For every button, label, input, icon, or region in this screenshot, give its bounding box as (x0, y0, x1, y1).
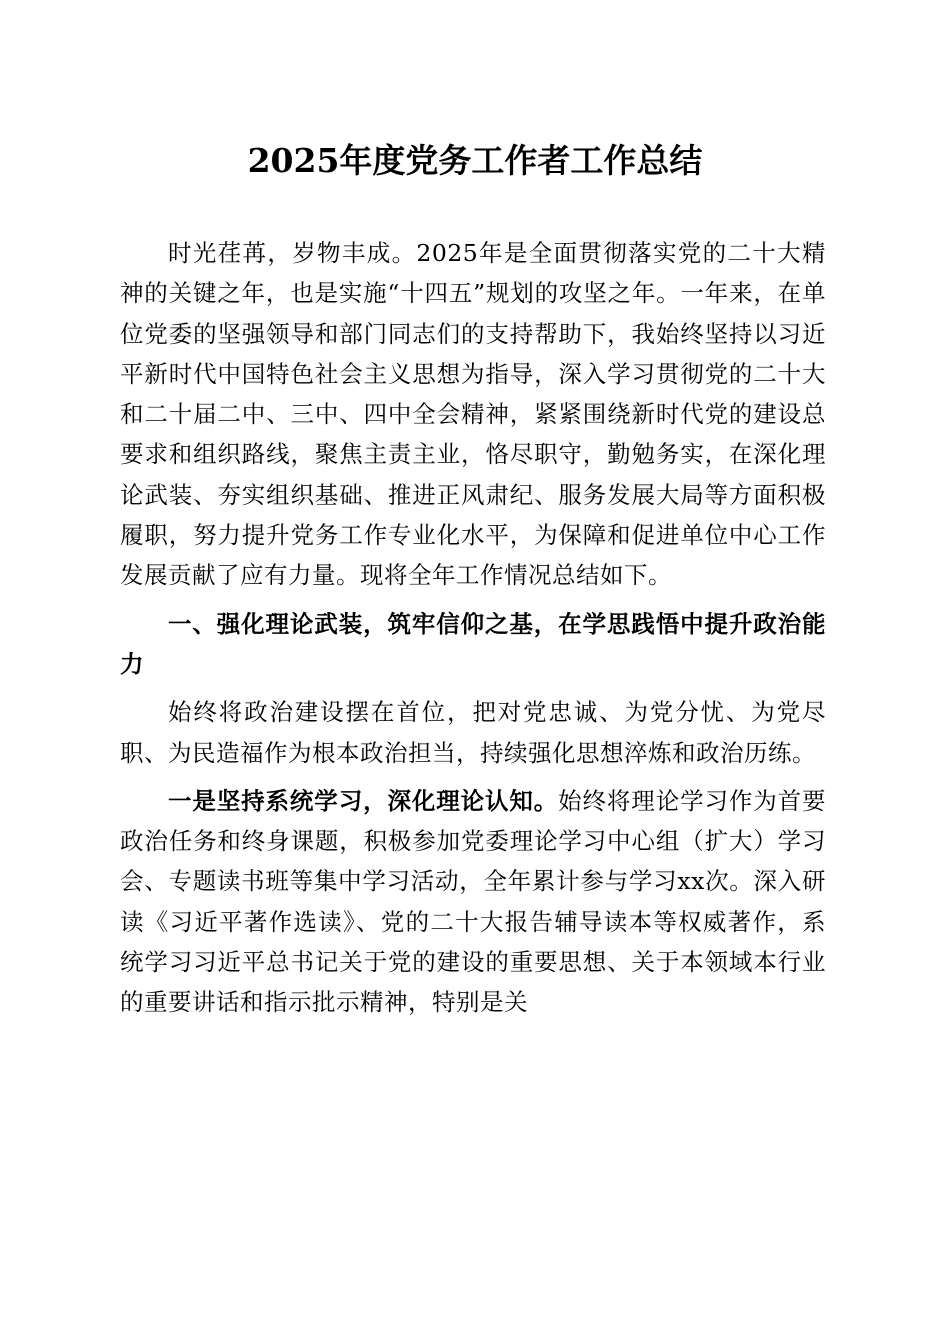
intro-paragraph: 时光荏苒，岁物丰成。2025年是全面贯彻落实党的二十大精神的关键之年，也是实施“十四五”规划的攻坚之年。一年来，在单位党委的坚强领导和部门同志们的支持帮助下，我始终坚持以习近平新时代中国特色社会主义思想为指导，深入学习贯彻党的二十大和二十届二中、三中、四中全会精神，紧紧围绕新时代党的建设总要求和组织路线，聚焦主责主业，恪尽职守，勤勉务实，在深化理论武装、夯实组织基础、推进正风肃纪、服务发展大局等方面积极履职，努力提升党务工作专业化水平，为保障和促进单位中心工作发展贡献了应有力量。现将全年工作情况总结如下。 (120, 239, 826, 590)
document-body (120, 233, 826, 1023)
section-1-heading: 一、强化理论武装，筑牢信仰之基，在学思践悟中提升政治能力 (120, 609, 826, 678)
section-1-point-1 (120, 781, 826, 1023)
point-1-lead: 一是坚持系统学习，深化理论认知。 (168, 786, 559, 815)
section-1-paragraph: 始终将政治建设摆在首位，把对党忠诚、为党分忧、为党尽职、为民造福作为根本政治担当，持续强化思想淬炼和政治历练。 (120, 698, 826, 767)
point-1-body: 始终将理论学习作为首要政治任务和终身课题，积极参加党委理论学习中心组（扩大）学习会、专题读书班等集中学习活动，全年累计参与学习xx次。深入研读《习近平著作选读》、党的二十大报告辅导读本等权威著作，系统学习习近平总书记关于党的建设的重要思想、关于本领域本行业的重要讲话和指示批示精神，特别是关 (120, 786, 827, 1017)
document-title: 2025年度党务工作者工作总结 (247, 141, 703, 180)
